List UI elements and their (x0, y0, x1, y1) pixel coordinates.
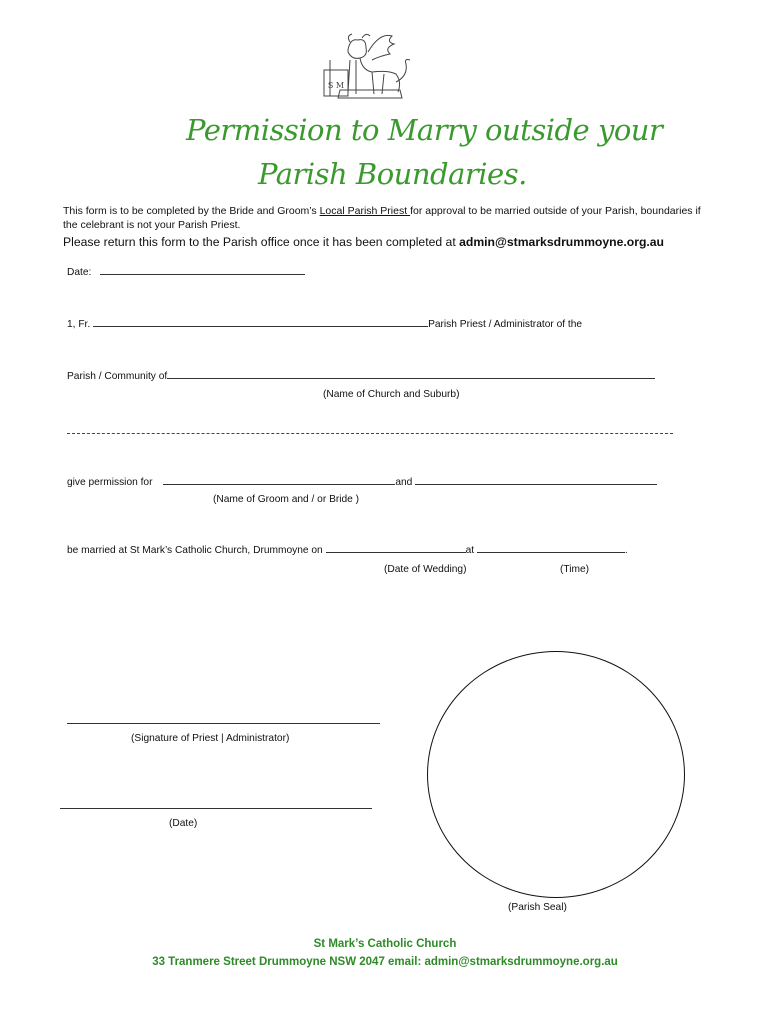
signature-date-field[interactable] (60, 808, 372, 809)
wedding-date-field[interactable] (326, 552, 466, 553)
married-row (67, 545, 628, 556)
intro-part2: for approval to be married outside of your Parish, boundaries if the celebrant is not your Parish Priest. (63, 205, 701, 231)
priest-name-field[interactable] (93, 326, 428, 327)
wedding-date-hint: (Date of Wedding) (384, 564, 467, 575)
logo-letters: S M (327, 81, 345, 90)
groom-name-field[interactable] (163, 484, 395, 485)
priest-row (67, 319, 582, 330)
date-field[interactable] (100, 274, 305, 275)
end-period: . (624, 545, 628, 556)
intro-paragraph (63, 204, 713, 232)
footer-church-name: St Mark’s Catholic Church (313, 938, 457, 950)
winged-lion-logo (310, 30, 420, 105)
bride-name-field[interactable] (415, 484, 657, 485)
return-text: Please return this form to the Parish office once it has been completed at (63, 235, 460, 249)
permission-label: give permission for (67, 477, 153, 488)
married-text: be married at St Mark’s Catholic Church, Drummoyne on (67, 545, 323, 556)
parish-label: Parish / Community of (67, 371, 168, 382)
priest-suffix: Parish Priest / Administrator of the (428, 319, 583, 330)
footer-address: 33 Tranmere Street Drummoyne NSW 2047 email: admin@stmarksdrummoyne.org.au (152, 956, 618, 968)
signature-label: (Signature of Priest | Administrator) (131, 733, 290, 744)
intro-underlined: Local Parish Priest (319, 205, 411, 217)
parish-continuation-field[interactable] (67, 433, 673, 434)
parish-field[interactable] (167, 378, 655, 379)
return-email: admin@stmarksdrummoyne.org.au (459, 235, 664, 249)
parish-row (67, 371, 655, 382)
time-field[interactable] (477, 552, 625, 553)
parish-seal-label: (Parish Seal) (508, 902, 567, 913)
priest-signature-field[interactable] (67, 723, 380, 724)
and-label: and (395, 477, 413, 488)
permission-row (67, 477, 657, 488)
intro-part1: This form is to be completed by the Bride and Groom’s (63, 205, 320, 217)
parish-hint: (Name of Church and Suburb) (323, 389, 460, 400)
names-hint: (Name of Groom and / or Bride ) (213, 494, 360, 505)
parish-seal-circle[interactable] (427, 651, 685, 898)
date-row (67, 267, 305, 278)
form-title-line1: Permission to Marry outside your (186, 113, 663, 147)
priest-prefix: 1, Fr. (67, 319, 91, 330)
at-label: at (465, 545, 475, 556)
return-notice (63, 235, 664, 249)
signature-date-label: (Date) (169, 818, 198, 829)
date-label: Date: (67, 267, 92, 278)
time-hint: (Time) (560, 564, 590, 575)
form-title-line2: Parish Boundaries. (258, 157, 527, 191)
